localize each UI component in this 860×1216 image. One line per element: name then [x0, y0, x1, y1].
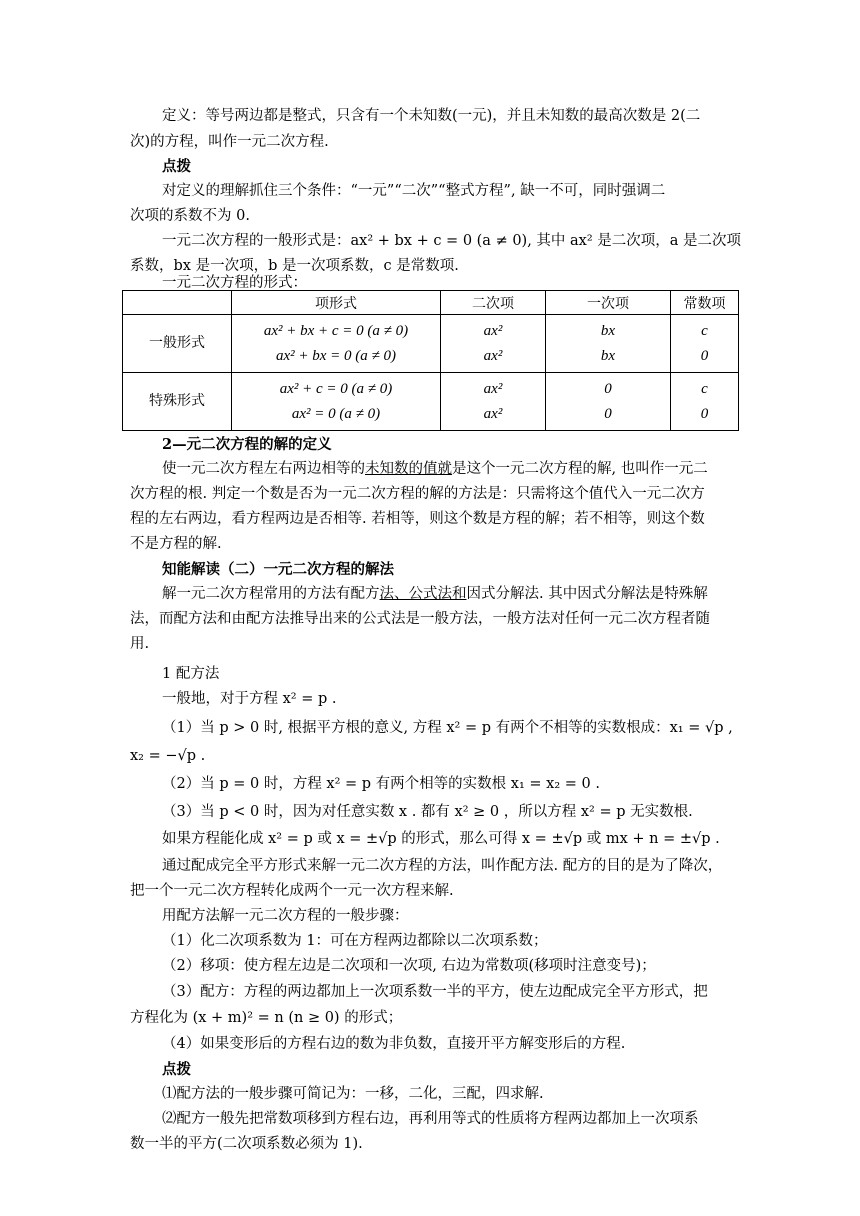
linear-term: 0 — [604, 405, 612, 422]
tip-line-1: 对定义的理解抓住三个条件：“一元”“二次”“整式方程”, 缺一不可，同时强调二 — [162, 183, 666, 199]
row-label: 特殊形式 — [123, 373, 232, 431]
underlined-text: 未知数的值就 — [365, 461, 452, 477]
solution-line-1 — [162, 456, 740, 483]
table-header-cell: 一次项 — [546, 291, 671, 315]
linear-term-cell — [546, 315, 671, 373]
equation-form: ax² + bx = 0 (a ≠ 0) — [275, 347, 397, 364]
tip-heading: 点拨 — [162, 158, 191, 175]
case-2: （2）当 p = 0 时，方程 x² = p 有两个相等的实数根 x₁ = x₂ = 0 . — [162, 776, 600, 792]
table-header-row — [123, 291, 739, 315]
table-header-cell: 二次项 — [441, 291, 546, 315]
quadratic-term: ax² — [483, 322, 503, 339]
solution-line-2: 次方程的根. 判定一个数是否为一元二次方程的解的方法是：只需将这个值代入一元二次方 — [130, 486, 705, 502]
constant-term-cell — [671, 315, 739, 373]
quadratic-term: ax² — [483, 347, 503, 364]
case-1-line-1: （1）当 p > 0 时, 根据平方根的意义, 方程 x² = p 有两个不相等的实数根成：x₁ = √p , — [162, 720, 733, 736]
forms-title: 一元二次方程的形式： — [162, 275, 307, 291]
text-span: 使一元二次方程左右两边相等的 — [162, 461, 365, 477]
methods-line-3: 用. — [130, 636, 150, 652]
complete-square-line-1: 通过配成完全平方形式来解一元二次方程的方法，叫作配方法. 配方的目的是为了降次， — [162, 858, 723, 874]
row-label: 一般形式 — [123, 315, 232, 373]
forms-table — [122, 290, 739, 431]
complete-square-line-2: 把一个一元二次方程转化成两个一元一次方程来解. — [130, 883, 454, 899]
solution-line-4: 不是方程的解. — [130, 536, 222, 552]
methods-line-2: 法，而配方法和由配方法推导出来的公式法是一般方法，一般方法对任何一元二次方程者随 — [130, 611, 710, 627]
table-row — [123, 373, 739, 431]
section-2-heading: 2—元二次方程的解的定义 — [162, 436, 332, 453]
quadratic-term-cell — [441, 315, 546, 373]
table-header-cell: 常数项 — [671, 291, 739, 315]
text-span: 解一元二次方程常用的方法有配方 — [162, 586, 380, 602]
table-row — [123, 315, 739, 373]
step-3-line-1: （3）配方：方程的两边都加上一次项系数一半的平方，使左边配成完全平方形式，把 — [162, 984, 708, 1000]
text-span: 因式分解法. 其中因式分解法是特殊解 — [466, 586, 708, 602]
tip-2-line-1: ⑴配方法的一般步骤可简记为：一移，二化，三配，四求解. — [162, 1086, 544, 1102]
tip-2-line-3: 数一半的平方(二次项系数必须为 1). — [130, 1136, 363, 1152]
tip-line-2: 次项的系数不为 0. — [130, 208, 250, 224]
steps-title: 用配方法解一元二次方程的一般步骤： — [162, 908, 409, 924]
definition-line-2: 次)的方程，叫作一元二次方程. — [130, 134, 329, 150]
constant-term-cell — [671, 373, 739, 431]
general-form-line-2: 系数，bx 是一次项，b 是一次项系数，c 是常数项. — [130, 258, 459, 274]
linear-term: 0 — [604, 380, 612, 397]
constant-term: 0 — [700, 405, 709, 422]
constant-term: c — [701, 322, 708, 339]
definition-line-1: 定义：等号两边都是整式，只含有一个未知数(一元)，并且未知数的最高次数是 2(二 — [162, 108, 701, 124]
method-1-title: 1 配方法 — [162, 666, 220, 682]
table-header-cell — [123, 291, 232, 315]
text-span: 是这个一元二次方程的解, 也叫作一元二 — [452, 461, 708, 477]
section-3-heading: 知能解读（二）一元二次方程的解法 — [162, 561, 394, 578]
transform-line: 如果方程能化成 x² = p 或 x = ±√p 的形式，那么可得 x = ±√p 或 mx + n = ±√p . — [162, 831, 720, 847]
case-1-line-2: x₂ = −√p . — [130, 748, 206, 764]
step-2: （2）移项：使方程左边是二次项和一次项, 右边为常数项(移项时注意变号)； — [162, 958, 656, 974]
table-header-cell: 项形式 — [232, 291, 441, 315]
constant-term: 0 — [700, 347, 709, 364]
equation-forms-cell — [232, 373, 441, 431]
step-1: （1）化二次项系数为 1：可在方程两边都除以二次项系数； — [162, 933, 548, 949]
quadratic-term: ax² — [483, 405, 503, 422]
step-4: （4）如果变形后的方程右边的数为非负数，直接开平方解变形后的方程. — [162, 1036, 626, 1052]
equation-form: ax² + c = 0 (a ≠ 0) — [279, 380, 393, 397]
constant-term: c — [701, 380, 708, 397]
equation-form: ax² + bx + c = 0 (a ≠ 0) — [263, 322, 409, 339]
tip-2-line-2: ⑵配方一般先把常数项移到方程右边，再利用等式的性质将方程两边都加上一次项系 — [162, 1111, 699, 1127]
linear-term: bx — [600, 322, 616, 339]
linear-term: bx — [600, 347, 616, 364]
general-form-line-1: 一元二次方程的一般形式是：ax² + bx + c = 0 (a ≠ 0), 其中 ax² 是二次项，a 是二次项 — [162, 233, 742, 249]
quadratic-term: ax² — [483, 380, 503, 397]
method-1-intro: 一般地，对于方程 x² = p . — [162, 691, 337, 707]
underlined-text: 法、公式法和 — [379, 586, 467, 602]
solution-line-3: 程的左右两边，看方程两边是否相等. 若相等，则这个数是方程的解；若不相等，则这个数 — [130, 511, 705, 527]
linear-term-cell — [546, 373, 671, 431]
quadratic-term-cell — [441, 373, 546, 431]
equation-forms-cell — [232, 315, 441, 373]
methods-line-1 — [162, 581, 740, 608]
equation-form: ax² = 0 (a ≠ 0) — [291, 405, 381, 422]
step-3-line-2: 方程化为 (x + m)² = n (n ≥ 0) 的形式； — [130, 1010, 403, 1026]
case-3: （3）当 p < 0 时，因为对任意实数 x . 都有 x² ≥ 0 ，所以方程 x² = p 无实数根. — [162, 804, 693, 820]
tip-2-heading: 点拨 — [162, 1061, 191, 1078]
